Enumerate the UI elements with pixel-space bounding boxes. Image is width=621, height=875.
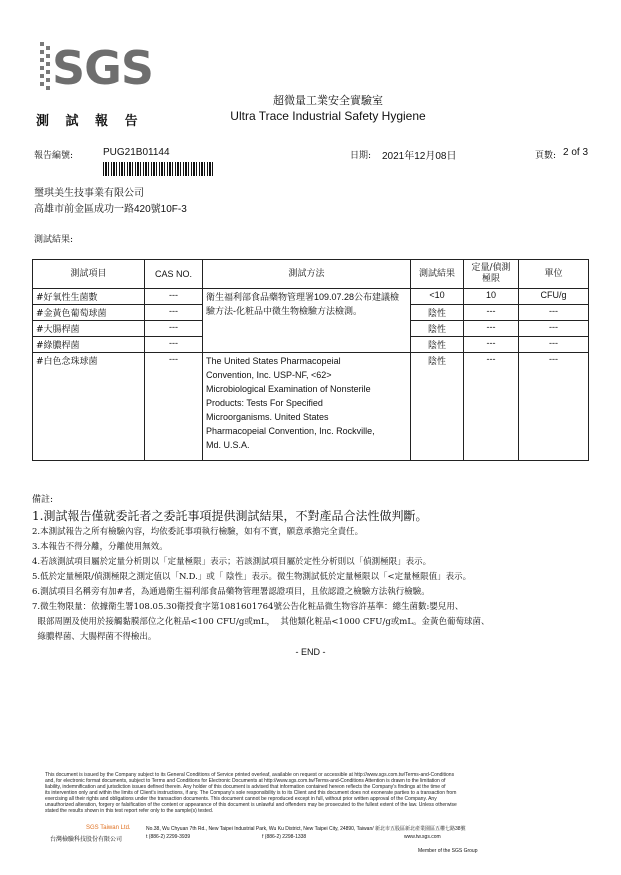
- loq-cell: ---: [464, 353, 519, 461]
- note-item: 4.若該測試項目屬於定量分析則以「定量極限」表示；若該測試項目屬於定性分析則以「偵測極限」表示。: [32, 557, 432, 567]
- note-item: 5.低於定量極限/偵測極限之測定值以「N.D.」或「 陰性」表示。微生物測試低於定量極限以「<定量極限值」表示。: [32, 572, 472, 582]
- company-name-en: SGS Taiwan Ltd.: [86, 825, 131, 831]
- loq-cell: ---: [464, 337, 519, 353]
- member-note: Member of the SGS Group: [418, 848, 478, 854]
- client-name: 璽琪美生技事業有限公司: [34, 188, 144, 199]
- unit-cell: ---: [519, 321, 589, 337]
- notes-list: [32, 507, 592, 645]
- method-line: Products: Tests For Specified: [206, 398, 323, 408]
- disclaimer-line: liability, indemnification and jurisdiction issues defined therein. Any holder of this document is advised that information contained hereon reflects the Company's findings at the time of: [45, 784, 446, 790]
- result-cell: 陰性: [411, 321, 464, 337]
- client-address: 高雄市前金區成功一路420號10F-3: [34, 204, 187, 215]
- unit-cell: CFU/g: [519, 289, 589, 305]
- note-item: 1.測試報告僅就委託者之委託事項提供測試結果，不對產品合法性做判斷。: [32, 509, 428, 523]
- result-cell: 陰性: [411, 353, 464, 461]
- table-row: [33, 289, 589, 305]
- method-line: Microorganisms. United States: [206, 412, 329, 422]
- disclaimer-line: stated the results shown in this test report refer only to the sample(s) tested.: [45, 808, 214, 814]
- results-label: 測試結果:: [34, 235, 74, 245]
- loq-cell: ---: [464, 305, 519, 321]
- company-website: www.tw.sgs.com: [404, 834, 441, 840]
- cas-cell: ---: [145, 305, 203, 321]
- report-no-label: 報告編號:: [34, 151, 74, 161]
- header-unit: 單位: [519, 260, 589, 289]
- loq-cell: 10: [464, 289, 519, 305]
- cas-cell: ---: [145, 337, 203, 353]
- note-item: 3.本報告不得分離，分離使用無效。: [32, 542, 168, 552]
- note-item: 眼部周圍及使用於接觸黏膜部位之化粧品<100 CFU/g或mL， 其他類化粧品<1000 CFU/g或mL。金黃色葡萄球菌、: [32, 617, 490, 627]
- method-cell-usp: [203, 353, 411, 461]
- item-cell: #大腸桿菌: [33, 321, 145, 337]
- disclaimer-line: and, for electronic format documents, subject to Terms and Conditions for Electronic Documents at http://www.sgs.com.tw/Terms-and-Conditions Attention is drawn to the limitation of: [45, 778, 446, 784]
- header-method: 測試方法: [203, 260, 411, 289]
- barcode: [103, 162, 213, 176]
- note-item: 6.測試項目名稱旁有加#者，為通過衛生福利部食品藥物管理署認證項目，且依認證之檢驗方法執行檢驗。: [32, 587, 430, 597]
- result-cell: 陰性: [411, 305, 464, 321]
- method-line: Microbiological Examination of Nonsterile: [206, 384, 371, 394]
- disclaimer-line: unauthorized alteration, forgery or falsification of the content or appearance of this document is unlawful and offenders may be prosecuted to the fullest extent of the law. Unless otherwise: [45, 802, 457, 808]
- page-value: 2 of 3: [563, 147, 589, 158]
- company-address: No.38, Wu Chyuan 7th Rd., New Taipei Industrial Park, Wu Ku District, New Taipei City, 24890, Taiwan/ 新北市五股區新北產業園區五權七路38號: [146, 826, 466, 832]
- date-label: 日期:: [350, 151, 372, 161]
- note-item: 7.微生物限量：依據衛生署108.05.30衛授食字第1081601764號公告化粧品微生物容許基準：總生菌數:嬰兒用、: [32, 602, 464, 612]
- document-title: 測 試 報 告: [36, 114, 144, 129]
- cas-cell: ---: [145, 321, 203, 337]
- date-value: 2021年12月08日: [382, 151, 457, 162]
- note-item: 2.本測試報告之所有檢驗內容，均依委託事項執行檢驗，如有不實，願意承擔完全責任。: [32, 527, 364, 537]
- disclaimer-line: its intervention only and within the limits of Client's instructions, if any. The Company's sole responsibility is to its Client and this document does not exonerate parties to a transaction from: [45, 790, 457, 796]
- method-line: Pharmacopeial Convention, Inc. Rockville,: [206, 426, 375, 436]
- item-cell: #綠膿桿菌: [33, 337, 145, 353]
- method-cell: 衛生福利部食品藥物管理署109.07.28公布建議檢驗方法-化粧品中微生物檢驗方法檢測。: [203, 289, 411, 353]
- page-label: 頁數:: [535, 151, 557, 161]
- header-result: 測試結果: [411, 260, 464, 289]
- report-no-value: PUG21B01144: [103, 147, 170, 158]
- notes-label: 備註:: [32, 495, 54, 505]
- unit-cell: ---: [519, 337, 589, 353]
- unit-cell: ---: [519, 353, 589, 461]
- unit-cell: ---: [519, 305, 589, 321]
- company-fax: f (886-2) 2298-1338: [262, 834, 307, 840]
- table-row: [33, 353, 589, 461]
- cas-cell: ---: [145, 289, 203, 305]
- end-marker: - END -: [295, 647, 326, 657]
- lab-name-zh: 超微量工業安全實驗室: [273, 94, 383, 107]
- item-cell: #好氧性生菌數: [33, 289, 145, 305]
- item-cell: #金黃色葡萄球菌: [33, 305, 145, 321]
- lab-name-en: Ultra Trace Industrial Safety Hygiene: [230, 109, 426, 123]
- logo-text: SGS: [52, 41, 154, 95]
- disclaimer-line: This document is issued by the Company subject to its General Conditions of Service printed overleaf, available on request or accessible at http://www.sgs.com.tw/Terms-and-Conditions: [45, 772, 455, 778]
- header-loq: 定量/偵測極限: [464, 260, 519, 289]
- table-header-row: [33, 260, 589, 289]
- disclaimer-line: exercising all their rights and obligations under the transaction documents. This document cannot be reproduced except in full, without prior written approval of the Company. Any: [45, 796, 437, 802]
- result-cell: 陰性: [411, 337, 464, 353]
- cas-cell: ---: [145, 353, 203, 461]
- method-line: Convention, Inc. USP-NF, <62>: [206, 370, 332, 380]
- company-phone: t (886-2) 2299-3939: [146, 834, 191, 840]
- method-line: Md. U.S.A.: [206, 440, 250, 450]
- note-item: 綠膿桿菌、大腸桿菌不得檢出。: [32, 632, 157, 642]
- company-name-zh: 台灣檢驗科技股份有限公司: [50, 836, 123, 843]
- header-item: 測試項目: [33, 260, 145, 289]
- item-cell: #白色念珠球菌: [33, 353, 145, 461]
- loq-cell: ---: [464, 321, 519, 337]
- header-cas: CAS NO.: [145, 260, 203, 289]
- footer-disclaimer: [45, 772, 565, 814]
- results-table: [32, 259, 589, 461]
- result-cell: <10: [411, 289, 464, 305]
- method-line: The United States Pharmacopeial: [206, 356, 341, 366]
